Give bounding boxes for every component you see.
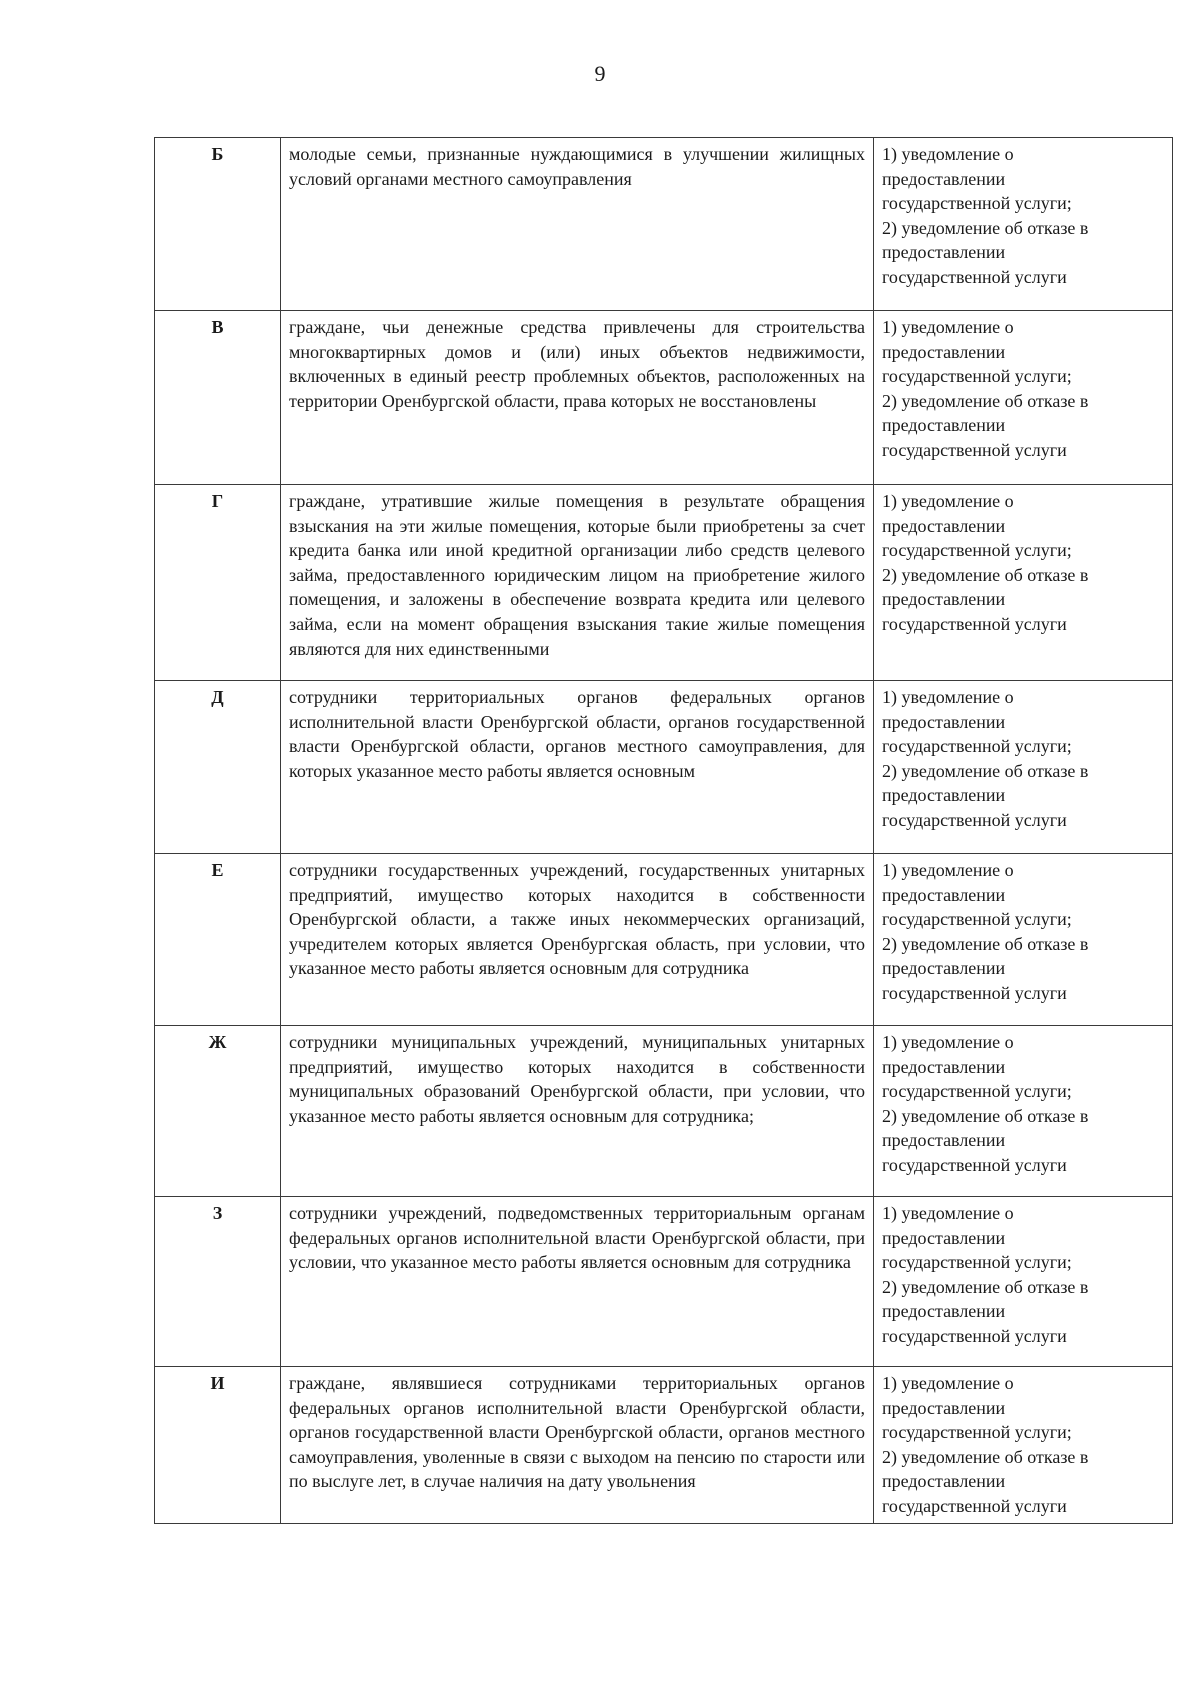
- table-row: [155, 311, 1173, 485]
- result-line: предоставлении: [882, 1397, 1006, 1418]
- result-line: 2) уведомление об отказе в: [882, 217, 1089, 238]
- category-letter: Г: [155, 485, 281, 681]
- result-line: государственной услуги;: [882, 1252, 1072, 1273]
- result-line: государственной услуги: [882, 1154, 1067, 1175]
- result-line: предоставлении: [882, 785, 1006, 806]
- category-letter: Е: [155, 854, 281, 1026]
- result-line: государственной услуги;: [882, 736, 1072, 757]
- result-line: 1) уведомление о: [882, 687, 1014, 707]
- result-line: 2) уведомление об отказе в: [882, 1276, 1089, 1297]
- category-description: граждане, являвшиеся сотрудниками территориальных органов федеральных органов исполнительной власти Оренбургской области, органов государственной власти Оренбургской области, органов местного самоуправления, уволенные в связи с выходом на пенсию по старости или по выслуге лет, в случае наличия на дату увольнения: [281, 1367, 874, 1524]
- category-letter: Д: [155, 681, 281, 854]
- table-row: [155, 485, 1173, 681]
- category-letter: Ж: [155, 1026, 281, 1197]
- result-line: государственной услуги;: [882, 909, 1072, 930]
- result-line: предоставлении: [882, 1227, 1006, 1248]
- table-row: [155, 681, 1173, 854]
- result-line: предоставлении: [882, 1471, 1006, 1492]
- result-cell: [874, 1197, 1173, 1367]
- table-row: [155, 854, 1173, 1026]
- result-line: 1) уведомление о: [882, 144, 1014, 164]
- result-line: предоставлении: [882, 958, 1006, 979]
- category-description: сотрудники территориальных органов федеральных органов исполнительной власти Оренбургской области, органов государственной власти Оренбургской области, органов местного самоуправления, для которых указанное место работы является основным: [281, 681, 874, 854]
- result-cell: [874, 681, 1173, 854]
- result-line: 2) уведомление об отказе в: [882, 933, 1089, 954]
- result-cell: [874, 485, 1173, 681]
- result-line: государственной услуги;: [882, 1422, 1072, 1443]
- category-description: сотрудники государственных учреждений, государственных унитарных предприятий, имущество которых находится в собственности Оренбургской области, а также иных некоммерческих организаций, учредителем которых является Оренбургская область, при условии, что указанное место работы является основным для сотрудника: [281, 854, 874, 1026]
- result-line: 1) уведомление о: [882, 860, 1014, 880]
- result-cell: [874, 1026, 1173, 1197]
- result-line: предоставлении: [882, 242, 1006, 263]
- result-line: государственной услуги: [882, 613, 1067, 634]
- result-cell: [874, 138, 1173, 311]
- result-line: государственной услуги;: [882, 193, 1072, 214]
- result-line: предоставлении: [882, 711, 1006, 732]
- result-line: 1) уведомление о: [882, 491, 1014, 511]
- result-line: государственной услуги: [882, 439, 1067, 460]
- table-row: [155, 1197, 1173, 1367]
- result-line: государственной услуги: [882, 982, 1067, 1003]
- result-line: государственной услуги: [882, 809, 1067, 830]
- result-line: предоставлении: [882, 341, 1006, 362]
- table-row: [155, 1367, 1173, 1524]
- table-row: [155, 138, 1173, 311]
- result-cell: [874, 1367, 1173, 1524]
- category-letter: Б: [155, 138, 281, 311]
- category-description: молодые семьи, признанные нуждающимися в улучшении жилищных условий органами местного самоуправления: [281, 138, 874, 311]
- category-description: сотрудники муниципальных учреждений, муниципальных унитарных предприятий, имущество которых находится в собственности муниципальных образований Оренбургской области, при условии, что указанное место работы является основным для сотрудника;: [281, 1026, 874, 1197]
- result-line: предоставлении: [882, 1056, 1006, 1077]
- result-line: 1) уведомление о: [882, 1032, 1014, 1052]
- result-line: 2) уведомление об отказе в: [882, 760, 1089, 781]
- result-line: 2) уведомление об отказе в: [882, 564, 1089, 585]
- result-line: государственной услуги;: [882, 540, 1072, 561]
- category-letter: З: [155, 1197, 281, 1367]
- result-line: государственной услуги: [882, 1495, 1067, 1516]
- category-description: граждане, чьи денежные средства привлечены для строительства многоквартирных домов и (или) иных объектов недвижимости, включенных в единый реестр проблемных объектов, расположенных на территории Оренбургской области, права которых не восстановлены: [281, 311, 874, 485]
- result-cell: [874, 311, 1173, 485]
- result-line: государственной услуги;: [882, 366, 1072, 387]
- category-description: сотрудники учреждений, подведомственных территориальным органам федеральных органов исполнительной власти Оренбургской области, при условии, что указанное место работы является основным для сотрудника: [281, 1197, 874, 1367]
- table-row: [155, 1026, 1173, 1197]
- result-line: предоставлении: [882, 168, 1006, 189]
- result-line: государственной услуги: [882, 266, 1067, 287]
- result-line: 1) уведомление о: [882, 317, 1014, 337]
- result-line: 1) уведомление о: [882, 1203, 1014, 1223]
- category-description: граждане, утратившие жилые помещения в результате обращения взыскания на эти жилые помещения, которые были приобретены за счет кредита банка или иной кредитной организации либо средств целевого займа, предоставленного юридическим лицом на приобретение жилого помещения, и заложены в обеспечение возврата кредита или целевого займа, если на момент обращения взыскания такие жилые помещения являются для них единственными: [281, 485, 874, 681]
- result-line: 2) уведомление об отказе в: [882, 1446, 1089, 1467]
- result-line: предоставлении: [882, 1130, 1006, 1151]
- result-line: 2) уведомление об отказе в: [882, 390, 1089, 411]
- categories-table: [154, 137, 1173, 1524]
- category-letter: В: [155, 311, 281, 485]
- result-line: предоставлении: [882, 515, 1006, 536]
- result-line: государственной услуги: [882, 1325, 1067, 1346]
- result-cell: [874, 854, 1173, 1026]
- page-number: 9: [594, 61, 606, 86]
- result-line: 2) уведомление об отказе в: [882, 1105, 1089, 1126]
- result-line: предоставлении: [882, 884, 1006, 905]
- category-letter: И: [155, 1367, 281, 1524]
- result-line: предоставлении: [882, 589, 1006, 610]
- result-line: 1) уведомление о: [882, 1373, 1014, 1393]
- result-line: предоставлении: [882, 1301, 1006, 1322]
- result-line: предоставлении: [882, 415, 1006, 436]
- result-line: государственной услуги;: [882, 1081, 1072, 1102]
